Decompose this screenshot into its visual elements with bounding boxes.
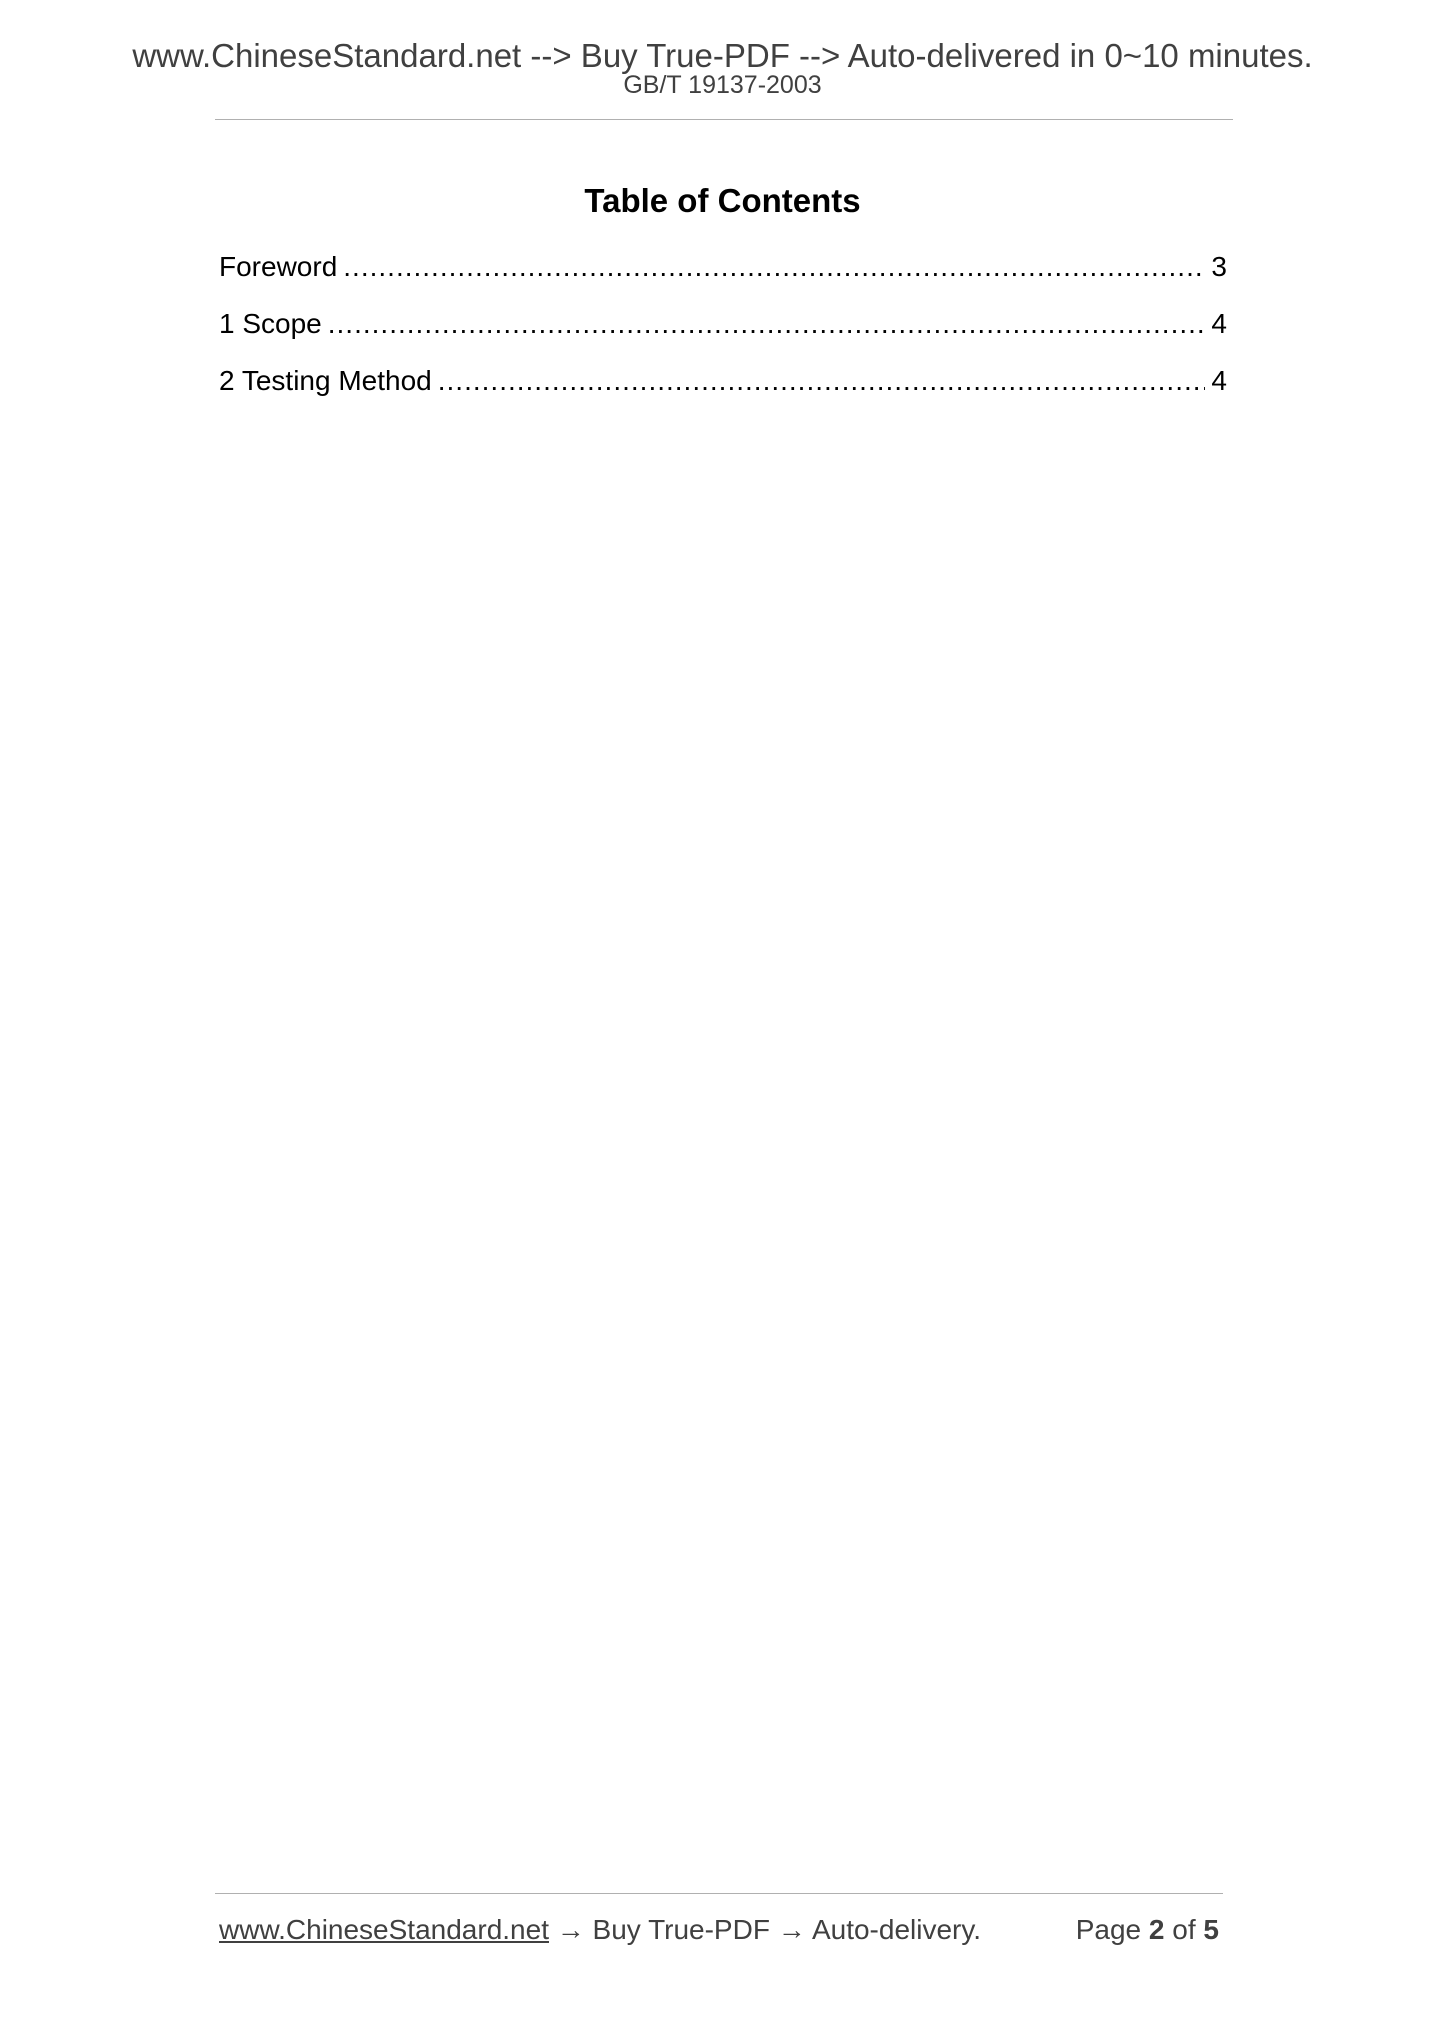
toc-dot-leader [438,364,1206,398]
footer-promo [219,1913,981,1947]
footer-delivery-text: Auto-delivery. [811,1914,982,1945]
toc-entry-label: 2 Testing Method [219,365,432,396]
footer-site-link[interactable]: www.ChineseStandard.net [219,1914,549,1945]
page-total: 5 [1203,1914,1219,1945]
toc-dot-leader [343,250,1205,284]
of-word: of [1172,1914,1196,1945]
footer-buy-text: Buy True-PDF [592,1914,770,1945]
page-number [1076,1913,1219,1947]
toc-entry-foreword[interactable] [219,250,1227,307]
arrow-right-icon: → [777,1914,806,1945]
arrow-right-icon: → [556,1914,585,1945]
toc-entry-page: 3 [1211,251,1227,282]
table-of-contents [219,250,1227,421]
page-current: 2 [1148,1914,1165,1945]
toc-entry-label: 1 Scope [219,308,322,339]
header-banner: www.ChineseStandard.net --> Buy True-PDF --> Auto-delivered in 0~10 minutes. [132,37,1313,74]
toc-entry-page: 4 [1211,365,1227,396]
footer-divider [215,1893,1223,1894]
document-code: GB/T 19137-2003 [623,71,822,99]
header-divider [215,119,1233,120]
page-word: Page [1075,1914,1142,1945]
toc-title: Table of Contents [584,182,861,219]
page-footer [219,1913,1219,1953]
toc-entry-testing-method[interactable] [219,364,1227,421]
toc-entry-scope[interactable] [219,307,1227,364]
toc-entry-page: 4 [1211,308,1227,339]
toc-entry-label: Foreword [219,251,338,282]
toc-dot-leader [328,307,1206,341]
